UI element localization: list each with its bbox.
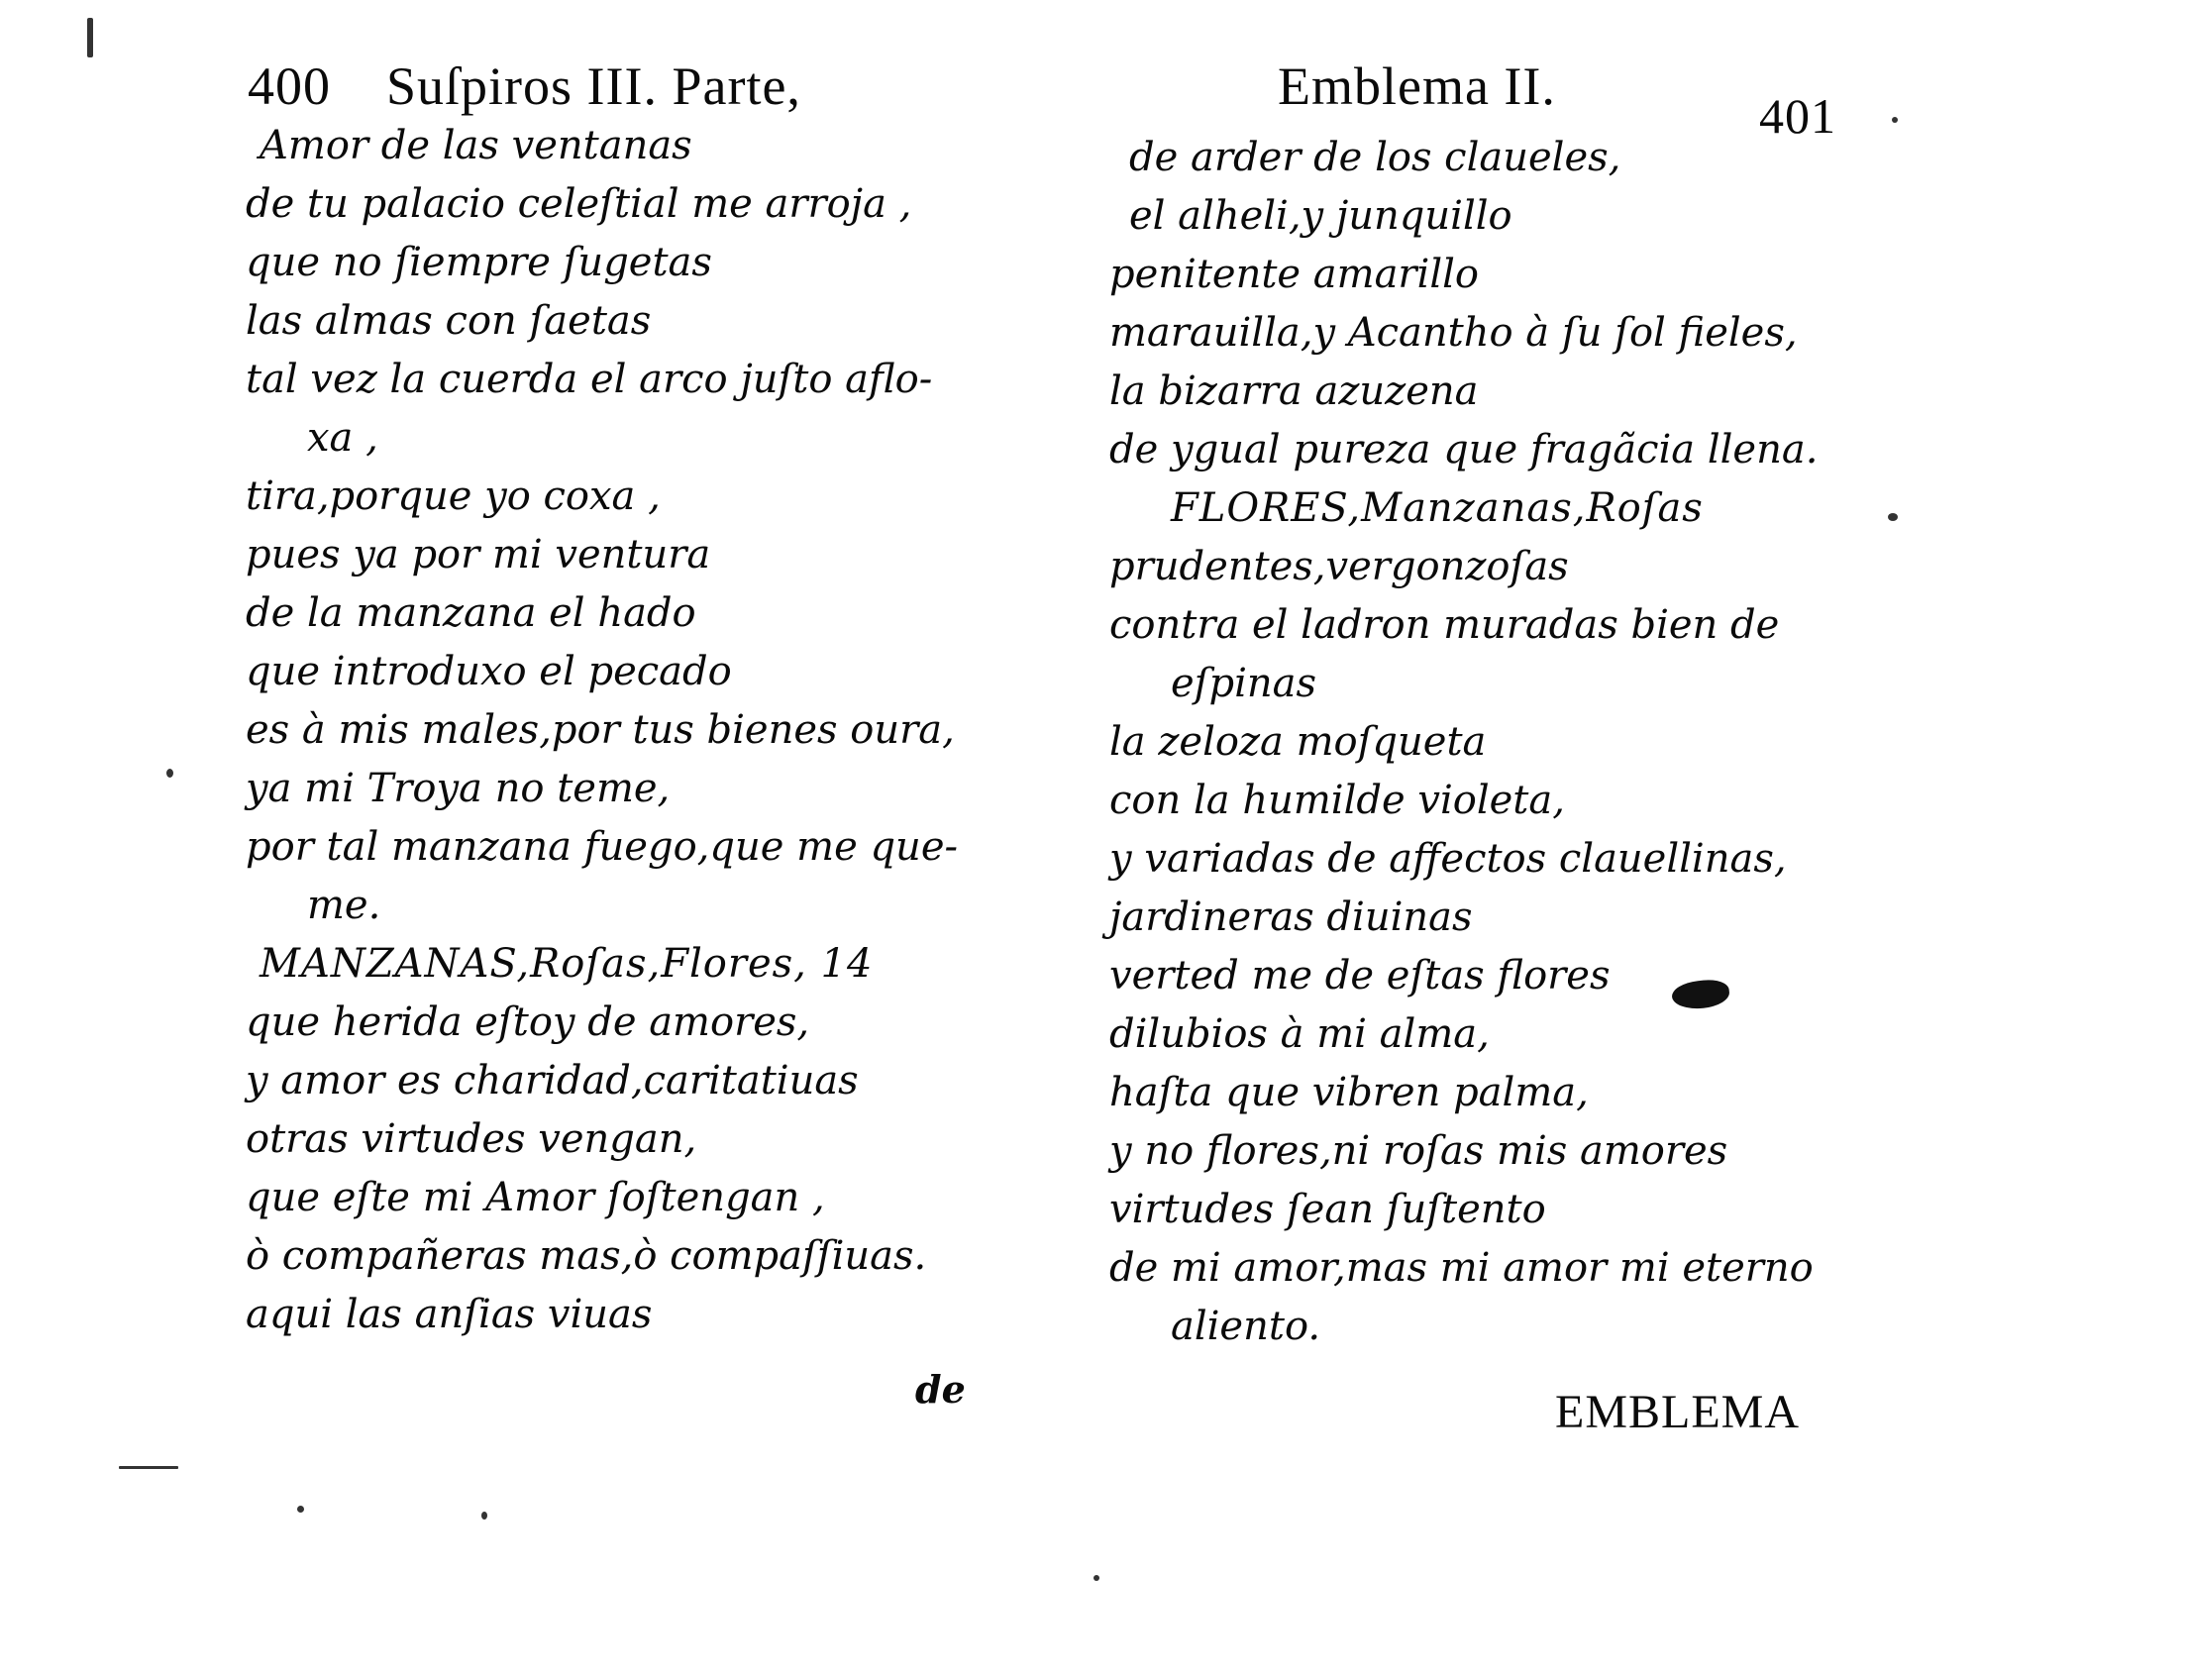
verse-line: que herida eſtoy de amores, [246,999,810,1045]
verse-line: la bizarra azuzena [1109,368,1479,414]
verse-line: el alheli,y junquillo [1129,193,1512,239]
verse-line: ya mi Troya no teme, [246,766,671,811]
verse-line: prudentes,vergonzoſas [1109,544,1569,589]
print-speck [481,1512,487,1520]
verse-block-left [246,117,958,1344]
page-number-left: 400 [248,56,331,116]
stanza-heading: MANZANAS,Roſas,Flores, 14 [260,941,874,987]
verse-line: las almas con ſaetas [246,298,652,344]
print-speck [1094,1575,1099,1581]
verse-line: haſta que vibren palma, [1109,1070,1589,1115]
verse-line: otras virtudes vengan, [246,1116,697,1162]
verse-line: de arder de los claueles, [1129,135,1621,180]
verse-line: que eſte mi Amor ſoſtengan , [246,1175,825,1220]
print-speck [166,769,173,778]
print-speck [87,18,93,57]
print-speck [119,1466,178,1469]
verse-line: virtudes ſean ſuſtento [1109,1187,1546,1232]
catchword-left: de [915,1367,966,1412]
print-speck [1888,513,1898,521]
verse-line: aliento. [1171,1304,1321,1349]
verse-line: pues ya por mi ventura [246,532,711,578]
verse-line: Amor de las ventanas [260,123,692,168]
verse-line: verted me de eſtas flores [1109,953,1611,998]
verse-line: de tu palacio celeſtial me arroja , [246,181,912,227]
verse-line: me. [307,883,381,928]
verse-line: que no ſiempre ſugetas [246,240,712,285]
verse-line: jardineras diuinas [1109,894,1473,940]
verse-line: de ygual pureza que fragãcia llena. [1109,427,1819,472]
verse-line: tira,porque yo coxa , [246,473,661,519]
stanza-heading: FLORES,Manzanas,Roſas [1171,485,1704,531]
verse-line: eſpinas [1171,661,1317,706]
verse-line: xa , [307,415,378,461]
verse-line: que introduxo el pecado [246,649,732,694]
verse-line: la zeloza moſqueta [1109,719,1487,765]
verse-line: penitente amarillo [1109,252,1480,297]
catchword-right: EMBLEMA [1555,1386,1800,1438]
verse-line: es à mis males,por tus bienes oura, [246,707,955,753]
verse-line: dilubios à mi alma, [1109,1011,1490,1057]
print-speck [297,1506,304,1513]
verse-line: aqui las anſias viuas [246,1292,653,1337]
verse-line: y variadas de affectos clauellinas, [1109,836,1787,882]
verse-line: con la humilde violeta, [1109,778,1565,823]
verse-block-right [1109,129,1818,1356]
verse-line: marauilla,y Acantho à ſu ſol fieles, [1109,310,1798,356]
running-title-left: Suſpiros III. Parte, [386,56,801,116]
verse-line: y amor es charidad,caritatiuas [246,1058,859,1103]
verse-line: tal vez la cuerda el arco juſto aflo- [246,357,933,402]
verse-line: por tal manzana fuego,que me que- [246,824,959,870]
verse-line: de la manzana el hado [246,590,696,636]
verse-line: y no flores,ni roſas mis amores [1109,1128,1728,1174]
verse-line: ò compañeras mas,ò compaſſiuas. [246,1233,927,1279]
verse-line: contra el ladron muradas bien de [1109,602,1780,648]
running-title-right: Emblema II. [1278,56,1556,116]
page-number-right: 401 [1759,88,1836,144]
print-speck [1892,117,1898,123]
verse-line: de mi amor,mas mi amor mi eterno [1109,1245,1814,1291]
